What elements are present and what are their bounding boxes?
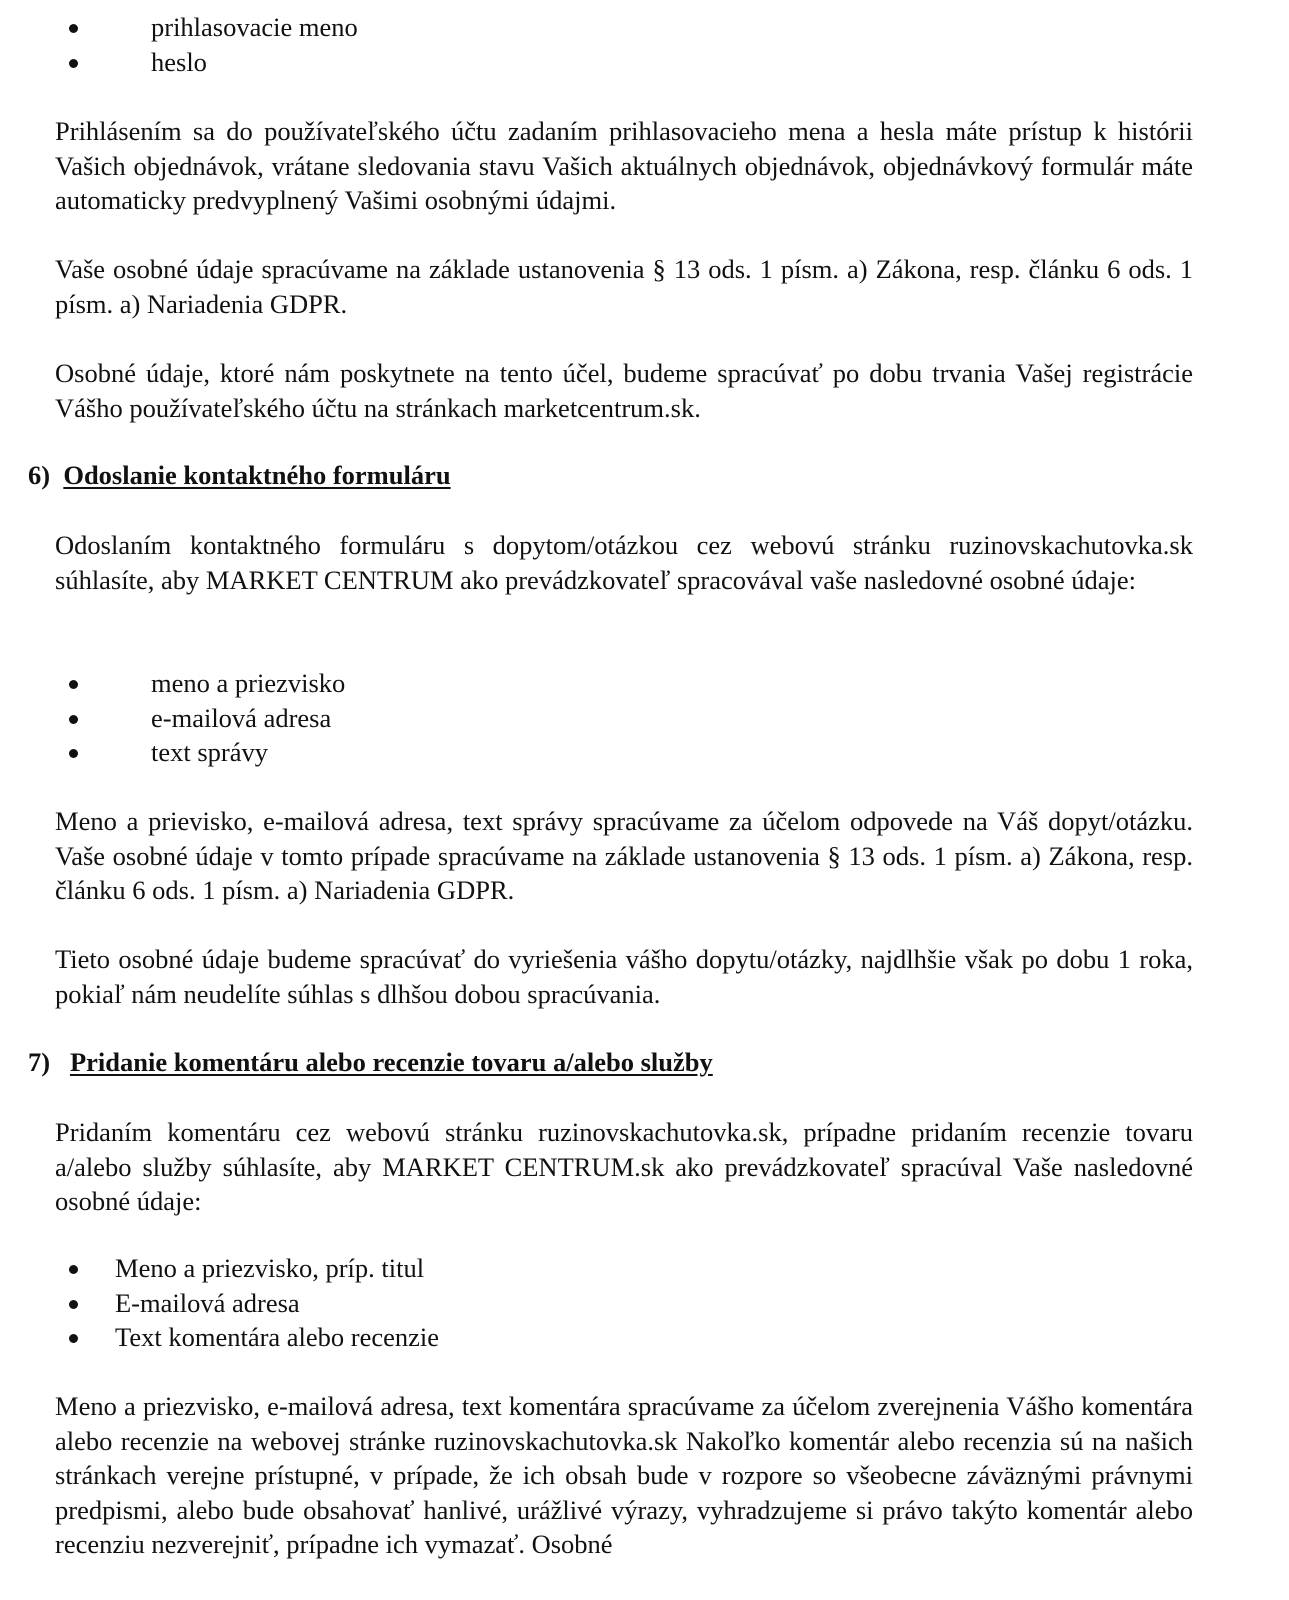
login-fields-list	[0, 10, 1200, 79]
bullet-icon	[69, 680, 78, 689]
bullet-icon	[69, 24, 78, 33]
section-6-retention: Tieto osobné údaje budeme spracúvať do vyriešenia vášho dopytu/otázky, najdlhšie však po dobu 1 roka, pokiaľ nám neudelíte súhlas s dlhšou dobou spracúvania.	[55, 944, 1193, 1009]
list-item: Text komentára alebo recenzie	[0, 1320, 1200, 1355]
list-item: meno a priezvisko	[0, 666, 1200, 701]
section-6-heading	[28, 458, 451, 493]
section-title: Odoslanie kontaktného formuláru	[63, 460, 451, 490]
section-title: Pridanie komentáru alebo recenzie tovaru a/alebo služby	[69, 1047, 713, 1077]
comment-data-list	[0, 1251, 1200, 1355]
section-7-purpose: Meno a priezvisko, e-mailová adresa, text komentára spracúvame za účelom zverejnenia Vášho komentára alebo recenzie na webovej stránke ruzinovskachutovka.sk Nakoľko komentár alebo recenzia sú na našich stránkach verejne prístupné, v prípade, že ich obsah bude v rozpore so všeobecne záväznými právnymi predpismi, alebo bude obsahovať hanlivé, urážlivé výrazy, vyhradzujeme si právo takýto komentár alebo recenziu nezverejniť, prípadne ich vymazať. Osobné	[55, 1391, 1193, 1559]
account-access-paragraph: Prihlásením sa do používateľského účtu zadaním prihlasovacieho mena a hesla máte prístup k histórii Vašich objednávok, vrátane sledovania stavu Vašich aktuálnych objednávok, objednávkový formulár máte automaticky predvyplnený Vašimi osobnými údajmi.	[55, 116, 1193, 215]
legal-basis-paragraph: Vaše osobné údaje spracúvame na základe ustanovenia § 13 ods. 1 písm. a) Zákona, resp. článku 6 ods. 1 písm. a) Nariadenia GDPR.	[55, 254, 1193, 319]
list-item: text správy	[0, 735, 1200, 770]
list-item: prihlasovacie meno	[0, 10, 1200, 45]
list-item: E-mailová adresa	[0, 1286, 1200, 1321]
bullet-icon	[69, 715, 78, 724]
section-6-purpose: Meno a prievisko, e-mailová adresa, text správy spracúvame za účelom odpovede na Váš dopyt/otázku. Vaše osobné údaje v tomto prípade spracúvame na základe ustanovenia § 13 ods. 1 písm. a) Zákona, resp. článku 6 ods. 1 písm. a) Nariadenia GDPR.	[55, 806, 1193, 905]
section-6-intro: Odoslaním kontaktného formuláru s dopytom/otázkou cez webovú stránku ruzinovskachutovka.sk súhlasíte, aby MARKET CENTRUM ako prevádzkovateľ spracovával vaše nasledovné osobné údaje:	[55, 530, 1193, 595]
list-item: heslo	[0, 45, 1200, 80]
section-7-intro: Pridaním komentáru cez webovú stránku ruzinovskachutovka.sk, prípadne pridaním recenzie tovaru a/alebo služby súhlasíte, aby MARKET CENTRUM.sk ako prevádzkovateľ spracúval Vaše nasledovné osobné údaje:	[55, 1117, 1193, 1216]
list-item: e-mailová adresa	[0, 701, 1200, 736]
section-number: 6)	[28, 460, 51, 490]
bullet-icon	[69, 59, 78, 68]
bullet-icon	[69, 1300, 78, 1309]
bullet-icon	[69, 749, 78, 758]
bullet-icon	[69, 1334, 78, 1343]
section-7-heading	[28, 1045, 713, 1080]
retention-paragraph: Osobné údaje, ktoré nám poskytnete na tento účel, budeme spracúvať po dobu trvania Vašej registrácie Vášho používateľského účtu na stránkach marketcentrum.sk.	[55, 358, 1193, 423]
bullet-icon	[69, 1265, 78, 1274]
list-item: Meno a priezvisko, príp. titul	[0, 1251, 1200, 1286]
section-number: 7)	[28, 1047, 51, 1077]
contact-form-data-list	[0, 666, 1200, 770]
